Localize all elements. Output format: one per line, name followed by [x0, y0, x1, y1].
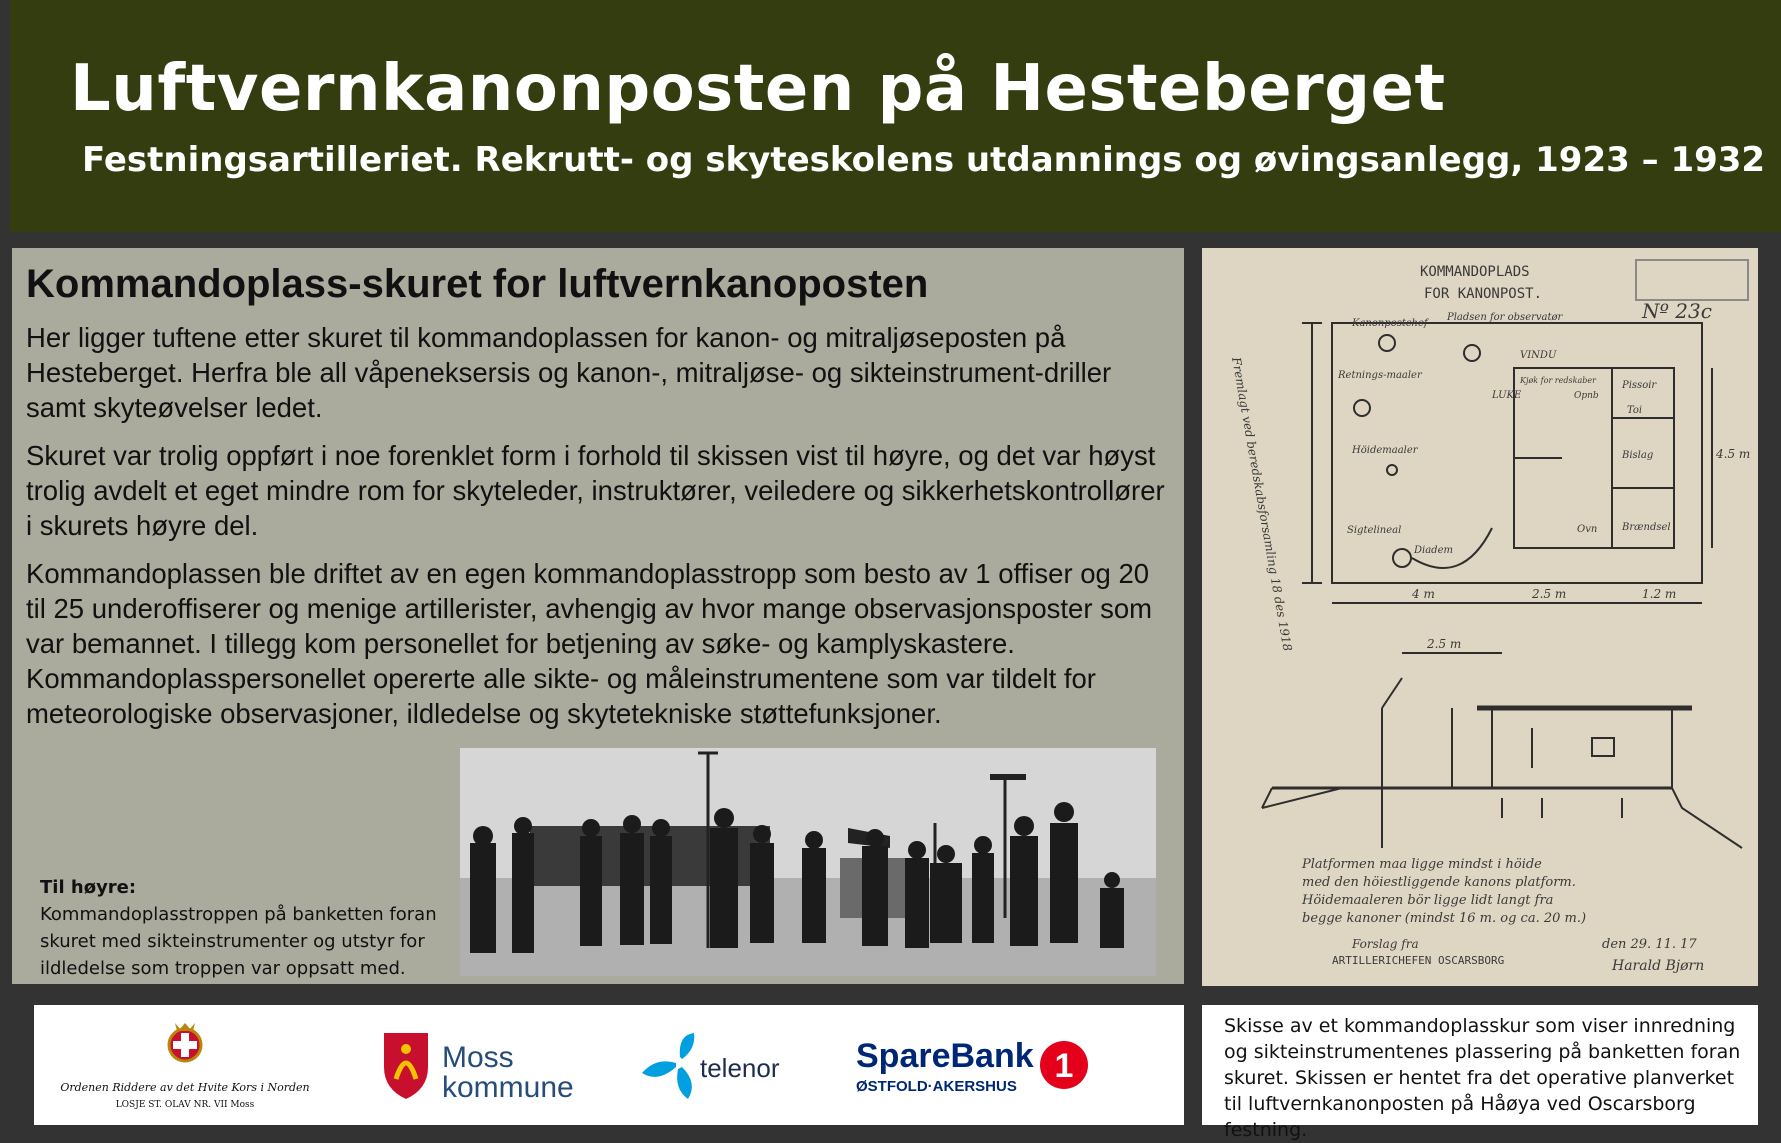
label-dim-4m: 4 m [1412, 587, 1435, 601]
label-plads-obs: Pladsen for observatør [1447, 312, 1563, 323]
photo-caption [40, 874, 460, 982]
sketch-forslag: Forslag fra [1352, 937, 1419, 951]
label-kanonpostchef: Kanonpostchef [1352, 318, 1428, 329]
label-dim-25m: 2.5 m [1532, 587, 1567, 601]
moss-shield-icon [380, 1027, 590, 1107]
sketch-note-2: med den höiestliggende kanons platform. [1302, 875, 1576, 890]
label-vindu: VINDU [1520, 350, 1557, 361]
label-dim-45m: 4.5 m [1716, 447, 1751, 461]
sketch-caption: Skisse av et kommandoplasskur som viser innredning og sikteinstrumentenes plassering på banketten foran skuret. Skissen er hentet fra det operative planverket til luftvernkanonposten på Håøya ved Oscarsborg festning. [1224, 1015, 1741, 1141]
label-toi: Toi [1627, 405, 1643, 416]
sketch-forslag-2: ARTILLERICHEFEN OSCARSBORG [1332, 954, 1505, 967]
label-sigtelineal: Sigtelineal [1347, 525, 1402, 536]
page-subtitle: Festningsartilleriet. Rekrutt- og skyteskolens utdannings og øvingsanlegg, 1923 – 1932 [82, 140, 1766, 180]
telenor-propeller-icon [638, 1027, 788, 1103]
sparebank-region: ØSTFOLD·AKERSHUS [856, 1078, 1017, 1095]
troop-photo [460, 748, 1156, 976]
moss-line2: kommune [442, 1071, 574, 1104]
ordenen-crest-icon [60, 1015, 310, 1115]
label-hoidemaaler: Höidemaaler [1352, 445, 1418, 456]
sketch-drawing [1202, 248, 1758, 986]
sketch-note-1: Platformen maa ligge mindst i höide [1302, 857, 1542, 872]
floor-plan-sketch [1202, 248, 1758, 986]
sketch-caption-box [1202, 1005, 1758, 1141]
section-heading: Kommandoplass-skuret for luftvernkanoposten [26, 262, 929, 306]
moss-kommune-logo [380, 1027, 590, 1107]
paragraph-1: Her ligger tuftene etter skuret til kommandoplassen for kanon- og mitraljøseposten på Hesteberget. Herfra ble all våpeneksersis og kanon-, mitraljøse- og sikteinstrument-driller samt skyteøvelser ledet. [26, 322, 1112, 423]
sketch-signature: Harald Bjørn [1612, 958, 1705, 974]
sketch-note-3: Höidemaaleren bör ligge lidt langt fra [1302, 893, 1554, 908]
photo-caption-text: Kommandoplasstroppen på banketten foran skuret med sikteinstrumenter og utstyr for ildledelse som troppen var oppsatt med. [40, 904, 437, 979]
label-luke: LUKE [1492, 390, 1522, 401]
sparebank-logo [852, 1027, 1092, 1107]
sponsor-logos [34, 1005, 1184, 1125]
label-pissoir: Pissoir [1622, 380, 1657, 391]
moss-line1: Moss [442, 1041, 514, 1074]
sparebank-number: 1 [1054, 1047, 1074, 1085]
sketch-side-note: Fremlagt ved beredskabsforsamling 18 des 1918 [1229, 356, 1295, 653]
paragraph-2: Skuret var trolig oppført i noe forenklet form i forhold til skissen vist til høyre, og det var høyst trolig avdelt et eget mindre rom for skyteleder, instruktører, veiledere og sikkerhetskontrollører i skurets høyre del. [26, 440, 1165, 541]
label-dim-25m-b: 2.5 m [1427, 637, 1462, 651]
label-opnb: Opnb [1574, 391, 1599, 401]
sketch-date: den 29. 11. 17 [1602, 937, 1697, 952]
label-retningsmaaler: Retnings-maaler [1338, 370, 1422, 381]
paragraph-3: Kommandoplassen ble driftet av en egen kommandoplasstropp som besto av 1 offiser og 20 til 25 underoffiserer og menige artillerister, avhengig av hvor mange observasjonsposter som var bemannet. I tillegg kom personellet for betjening av søke- og kamplyskastere. Kommandoplasspersonellet opererte alle sikte- og måleinstrumentene som var tildelt for meteorologiske observasjoner, ildledelse og skytetekniske støttefunksjoner. [26, 558, 1153, 729]
header-banner [10, 0, 1781, 232]
telenor-text: telenor [700, 1053, 780, 1083]
text-panel [12, 248, 1184, 984]
telenor-logo [638, 1027, 788, 1103]
ordenen-line1: Ordenen Riddere av det Hvite Kors i Norden [60, 1081, 310, 1094]
ordenen-logo [60, 1015, 310, 1115]
photo-caption-heading: Til høyre: [40, 877, 137, 898]
label-kjok-redskaber: Kjøk for redskaber [1520, 376, 1596, 385]
label-diadem: Diadem [1414, 545, 1453, 556]
troop-photo-image [460, 748, 1156, 976]
sketch-note-4: begge kanoner (mindst 16 m. og ca. 20 m.) [1302, 911, 1587, 926]
page-title: Luftvernkanonposten på Hesteberget [70, 52, 1446, 126]
sketch-title-line2: FOR KANONPOST. [1424, 286, 1543, 302]
sketch-title-line1: KOMMANDOPLADS [1420, 264, 1530, 280]
sparebank-name: SpareBank [856, 1037, 1034, 1075]
label-ovn: Ovn [1577, 524, 1598, 535]
sketch-number: Nº 23c [1642, 299, 1712, 323]
label-bislag: Bislag [1622, 450, 1654, 461]
label-dim-12m: 1.2 m [1642, 587, 1677, 601]
label-braendsel: Brændsel [1622, 522, 1671, 533]
sparebank-one-icon [852, 1027, 1092, 1107]
ordenen-line2: LOSJE ST. OLAV NR. VII Moss [115, 1100, 255, 1110]
